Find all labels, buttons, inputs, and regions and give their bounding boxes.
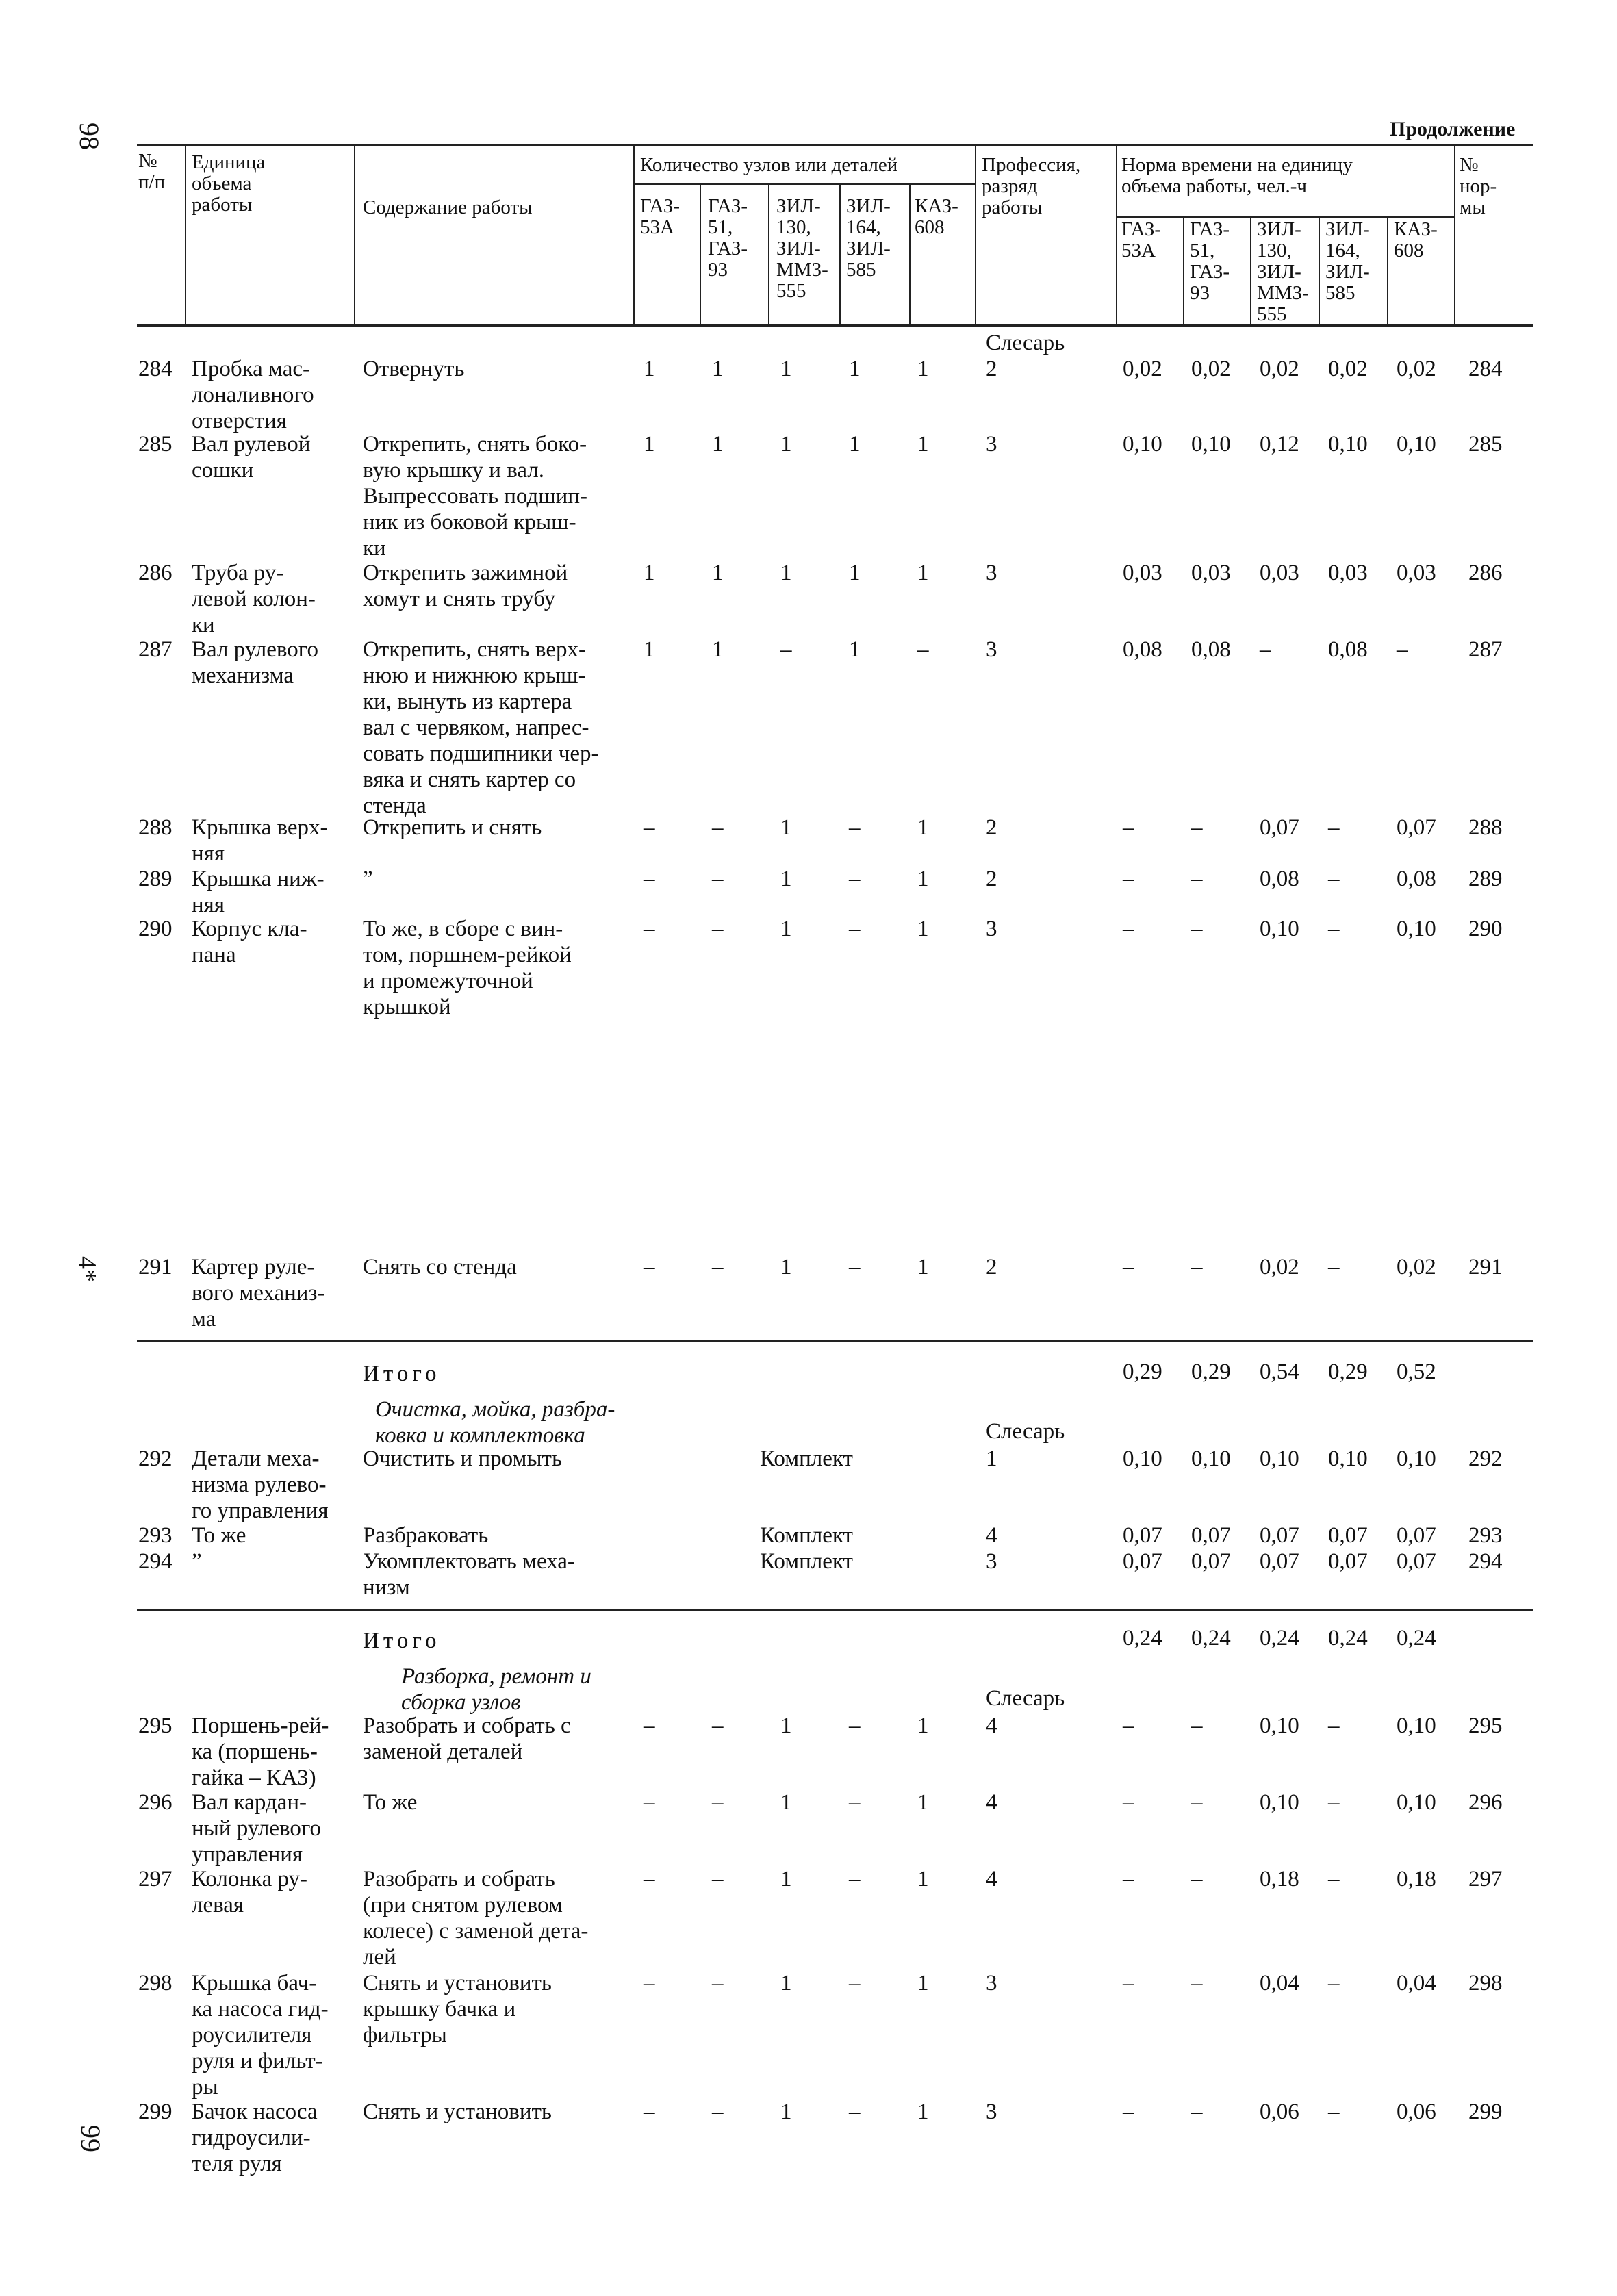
norm-number: 293: [1468, 1523, 1503, 1548]
row-number: 291: [138, 1255, 173, 1279]
qty-cell: 1: [780, 1255, 792, 1279]
norm-cell: 0,07: [1123, 1523, 1162, 1548]
norm-cell: 0,10: [1328, 432, 1368, 457]
header-divider: [1319, 218, 1320, 326]
header-sub-rule: [633, 183, 976, 185]
header-qty-group: Количество узлов или деталей: [640, 154, 898, 176]
row-work: ”: [363, 867, 373, 891]
total-norm: 0,29: [1328, 1360, 1368, 1384]
qty-cell: –: [712, 1713, 724, 1738]
header-norm-col: ЗИЛ- 164, ЗИЛ- 585: [1325, 218, 1370, 304]
qty-cell: 1: [644, 357, 655, 381]
row-unit: Вал кардан- ный рулевого управления: [192, 1790, 322, 1867]
row-work: Снять и установить: [363, 2100, 552, 2124]
row-number: 294: [138, 1549, 173, 1574]
norm-cell: 0,18: [1397, 1867, 1436, 1891]
row-unit: То же: [192, 1523, 246, 1548]
norm-cell: –: [1328, 1255, 1340, 1279]
norm-cell: –: [1260, 637, 1271, 662]
norm-cell: 0,07: [1191, 1549, 1231, 1574]
row-number: 286: [138, 561, 173, 585]
norm-cell: 0,10: [1397, 1446, 1436, 1471]
norm-cell: 0,03: [1191, 561, 1231, 585]
norm-cell: –: [1328, 867, 1340, 891]
header-divider: [975, 144, 976, 326]
row-number: 285: [138, 432, 173, 457]
norm-cell: 0,02: [1397, 1255, 1436, 1279]
row-unit: Бачок насоса гидроусили- теля руля: [192, 2100, 318, 2176]
norm-cell: 0,02: [1260, 357, 1299, 381]
qty-cell: Комплект: [760, 1446, 853, 1471]
norm-cell: 0,10: [1260, 1790, 1299, 1815]
qty-cell: 1: [780, 357, 792, 381]
row-unit: Колонка ру- левая: [192, 1867, 308, 1917]
norm-cell: 0,10: [1397, 1713, 1436, 1738]
total-norm: 0,24: [1260, 1626, 1299, 1650]
row-work: Открепить, снять боко- вую крышку и вал. Выпрессовать подшип- ник из боковой крыш- ки: [363, 432, 587, 561]
norm-cell: –: [1328, 917, 1340, 941]
header-divider: [839, 185, 841, 326]
qty-cell: –: [917, 637, 929, 662]
qty-cell: 1: [849, 357, 861, 381]
total-label: Итого: [363, 1629, 441, 1653]
row-number: 290: [138, 917, 173, 941]
qty-cell: 1: [917, 1713, 929, 1738]
row-work: Открепить зажимной хомут и снять трубу: [363, 561, 568, 611]
qty-cell: 1: [917, 357, 929, 381]
profession-grade: 4: [986, 1713, 997, 1738]
profession-grade: 4: [986, 1867, 997, 1891]
row-number: 297: [138, 1867, 173, 1891]
norm-number: 291: [1468, 1255, 1503, 1279]
norm-cell: 0,06: [1397, 2100, 1436, 2124]
qty-cell: –: [644, 1713, 655, 1738]
norm-cell: –: [1123, 815, 1134, 840]
profession-grade: 4: [986, 1523, 997, 1548]
right-page-number: 99: [75, 2125, 106, 2152]
norm-cell: 0,02: [1397, 357, 1436, 381]
norm-cell: –: [1328, 815, 1340, 840]
row-unit: Поршень-рей- ка (поршень- гайка – КАЗ): [192, 1713, 329, 1790]
norm-number: 290: [1468, 917, 1503, 941]
row-work: Снять и установить крышку бачка и фильтры: [363, 1971, 552, 2048]
norm-cell: 0,07: [1328, 1523, 1368, 1548]
norm-cell: 0,03: [1260, 561, 1299, 585]
qty-cell: –: [849, 867, 861, 891]
row-number: 284: [138, 357, 173, 381]
qty-cell: 1: [780, 1867, 792, 1891]
qty-cell: –: [644, 917, 655, 941]
header-qty-col: ГАЗ- 51, ГАЗ- 93: [708, 195, 748, 281]
norm-cell: –: [1191, 867, 1203, 891]
qty-cell: –: [849, 815, 861, 840]
norm-cell: 0,07: [1397, 1549, 1436, 1574]
norm-cell: –: [1328, 2100, 1340, 2124]
qty-cell: 1: [780, 867, 792, 891]
qty-cell: –: [712, 1790, 724, 1815]
qty-cell: 1: [917, 815, 929, 840]
profession-grade: 3: [986, 637, 997, 662]
header-norm-col: КАЗ- 608: [1394, 218, 1438, 262]
norm-number: 286: [1468, 561, 1503, 585]
header-divider: [185, 144, 186, 326]
norm-cell: 0,07: [1260, 1549, 1299, 1574]
qty-cell: 1: [917, 1971, 929, 1995]
qty-cell: –: [644, 1255, 655, 1279]
qty-cell: –: [644, 1867, 655, 1891]
qty-cell: 1: [712, 432, 724, 457]
norm-cell: –: [1191, 1971, 1203, 1995]
header-qty-col: ЗИЛ- 130, ЗИЛ- ММЗ- 555: [776, 195, 828, 302]
qty-cell: 1: [917, 917, 929, 941]
norm-number: 284: [1468, 357, 1503, 381]
norm-cell: –: [1328, 1790, 1340, 1815]
norm-cell: 0,02: [1191, 357, 1231, 381]
header-divider: [768, 185, 769, 326]
row-work: Разобрать и собрать с заменой деталей: [363, 1713, 571, 1764]
header-qty-col: ЗИЛ- 164, ЗИЛ- 585: [846, 195, 891, 281]
norm-cell: –: [1397, 637, 1408, 662]
profession-grade: 3: [986, 1549, 997, 1574]
norm-cell: 0,10: [1260, 1446, 1299, 1471]
row-number: 299: [138, 2100, 173, 2124]
row-unit: Пробка мас- лоналивного отверстия: [192, 357, 314, 433]
qty-cell: –: [712, 917, 724, 941]
qty-cell: –: [849, 1867, 861, 1891]
section-rule: [137, 1340, 1533, 1342]
header-norm-col: ГАЗ- 53А: [1121, 218, 1162, 262]
norm-cell: –: [1328, 1971, 1340, 1995]
row-unit: Детали меха- низма рулево- го управления: [192, 1446, 329, 1523]
norm-cell: –: [1328, 1867, 1340, 1891]
profession-grade: 3: [986, 917, 997, 941]
norm-cell: 0,10: [1397, 1790, 1436, 1815]
qty-cell: 1: [780, 561, 792, 585]
header-norm-no: № нор- мы: [1460, 154, 1497, 218]
header-norm-group: Норма времени на единицу объема работы, чел.-ч: [1121, 154, 1353, 197]
qty-cell: 1: [780, 917, 792, 941]
profession-grade: 3: [986, 432, 997, 457]
row-number: 292: [138, 1446, 173, 1471]
qty-cell: 1: [917, 1255, 929, 1279]
header-divider: [700, 185, 701, 326]
qty-cell: 1: [780, 815, 792, 840]
row-unit: Вал рулевой сошки: [192, 432, 311, 483]
header-num: № п/п: [138, 150, 166, 193]
norm-cell: 0,07: [1260, 815, 1299, 840]
norm-cell: –: [1123, 1971, 1134, 1995]
row-unit: Крышка верх- няя: [192, 815, 328, 866]
norm-cell: 0,10: [1328, 1446, 1368, 1471]
qty-cell: –: [644, 2100, 655, 2124]
row-unit: Крышка ниж- няя: [192, 867, 324, 917]
norm-cell: 0,10: [1397, 432, 1436, 457]
norm-cell: –: [1123, 1713, 1134, 1738]
norm-cell: 0,07: [1397, 815, 1436, 840]
row-unit: Крышка бач- ка насоса гид- роусилителя руля и фильт- ры: [192, 1971, 329, 2100]
profession-grade: 3: [986, 2100, 997, 2124]
norm-cell: 0,10: [1191, 1446, 1231, 1471]
qty-cell: –: [712, 1971, 724, 1995]
norm-cell: –: [1123, 2100, 1134, 2124]
header-unit: Единица объема работы: [192, 151, 266, 216]
norm-cell: –: [1191, 2100, 1203, 2124]
left-page-number: 98: [74, 123, 105, 150]
qty-cell: 1: [712, 357, 724, 381]
norm-cell: 0,03: [1123, 561, 1162, 585]
qty-cell: 1: [644, 432, 655, 457]
row-number: 293: [138, 1523, 173, 1548]
qty-cell: –: [644, 1971, 655, 1995]
norm-number: 298: [1468, 1971, 1503, 1995]
profession-title: Слесарь: [986, 1686, 1065, 1711]
norm-cell: 0,08: [1397, 867, 1436, 891]
row-work: Разбраковать: [363, 1523, 489, 1548]
header-divider: [1454, 144, 1455, 326]
norm-number: 288: [1468, 815, 1503, 840]
row-unit: Корпус кла- пана: [192, 917, 307, 967]
row-work: Очистить и промыть: [363, 1446, 563, 1471]
header-divider: [633, 144, 635, 326]
qty-cell: –: [712, 815, 724, 840]
norm-cell: 0,02: [1123, 357, 1162, 381]
total-label: Итого: [363, 1362, 441, 1386]
norm-number: 292: [1468, 1446, 1503, 1471]
profession-title: Слесарь: [986, 331, 1065, 355]
qty-cell: 1: [644, 561, 655, 585]
qty-cell: 1: [917, 2100, 929, 2124]
qty-cell: 1: [644, 637, 655, 662]
qty-cell: 1: [849, 561, 861, 585]
row-work: Отвернуть: [363, 357, 465, 381]
qty-cell: –: [712, 1867, 724, 1891]
row-work: Снять со стенда: [363, 1255, 517, 1279]
header-top-rule: [137, 144, 1533, 146]
norm-cell: 0,08: [1260, 867, 1299, 891]
norm-cell: 0,07: [1123, 1549, 1162, 1574]
qty-cell: –: [644, 1790, 655, 1815]
qty-cell: 1: [780, 432, 792, 457]
row-work: То же: [363, 1790, 418, 1815]
header-divider: [909, 185, 911, 326]
norm-cell: 0,03: [1328, 561, 1368, 585]
qty-cell: –: [849, 1255, 861, 1279]
norm-cell: 0,08: [1123, 637, 1162, 662]
row-work: Открепить, снять верх- нюю и нижнюю крыш- ки, вынуть из картера вал с червяком, напрес- совать подшипники чер- вяка и снять картер со стенда: [363, 637, 599, 818]
row-unit: Труба ру- левой колон- ки: [192, 561, 316, 637]
norm-number: 296: [1468, 1790, 1503, 1815]
norm-cell: –: [1123, 1867, 1134, 1891]
norm-cell: –: [1123, 917, 1134, 941]
row-unit: Картер руле- вого механиз- ма: [192, 1255, 325, 1331]
norm-cell: 0,07: [1328, 1549, 1368, 1574]
header-norm-col: ЗИЛ- 130, ЗИЛ- ММЗ- 555: [1257, 218, 1309, 325]
norm-cell: 0,07: [1191, 1523, 1231, 1548]
norm-cell: –: [1123, 1255, 1134, 1279]
row-work: Открепить и снять: [363, 815, 542, 840]
qty-cell: 1: [780, 1971, 792, 1995]
qty-cell: –: [849, 1971, 861, 1995]
continuation-label: Продолжение: [1390, 118, 1516, 140]
qty-cell: 1: [780, 1790, 792, 1815]
norm-number: 285: [1468, 432, 1503, 457]
norm-number: 294: [1468, 1549, 1503, 1574]
qty-cell: 1: [917, 867, 929, 891]
row-number: 298: [138, 1971, 173, 1995]
norm-cell: –: [1191, 917, 1203, 941]
norm-number: 299: [1468, 2100, 1503, 2124]
row-unit: ”: [192, 1549, 202, 1574]
total-norm: 0,24: [1328, 1626, 1368, 1650]
row-number: 295: [138, 1713, 173, 1738]
norm-cell: 0,04: [1260, 1971, 1299, 1995]
header-qty-col: ГАЗ- 53А: [640, 195, 680, 238]
header-divider: [1183, 218, 1184, 326]
norm-cell: 0,10: [1260, 917, 1299, 941]
header-divider: [354, 144, 355, 326]
norm-cell: 0,04: [1397, 1971, 1436, 1995]
qty-cell: 1: [917, 1790, 929, 1815]
norm-cell: –: [1191, 1867, 1203, 1891]
total-norm: 0,29: [1191, 1360, 1231, 1384]
header-qty-col: КАЗ- 608: [915, 195, 958, 238]
norm-cell: 0,02: [1328, 357, 1368, 381]
qty-cell: –: [712, 1255, 724, 1279]
qty-cell: –: [849, 1713, 861, 1738]
norm-cell: 0,18: [1260, 1867, 1299, 1891]
qty-cell: Комплект: [760, 1549, 853, 1574]
qty-cell: 1: [712, 561, 724, 585]
norm-cell: 0,03: [1397, 561, 1436, 585]
qty-cell: –: [780, 637, 792, 662]
row-work: То же, в сборе с вин- том, поршнем-рейкой и промежуточной крышкой: [363, 917, 572, 1019]
total-norm: 0,24: [1123, 1626, 1162, 1650]
header-bottom-rule: [137, 324, 1533, 327]
norm-cell: –: [1328, 1713, 1340, 1738]
total-norm: 0,24: [1191, 1626, 1231, 1650]
total-norm: 0,29: [1123, 1360, 1162, 1384]
norm-cell: –: [1123, 1790, 1134, 1815]
profession-grade: 2: [986, 1255, 997, 1279]
header-norm-col: ГАЗ- 51, ГАЗ- 93: [1190, 218, 1230, 304]
qty-cell: 1: [780, 2100, 792, 2124]
norm-number: 297: [1468, 1867, 1503, 1891]
qty-cell: 1: [849, 432, 861, 457]
norm-cell: 0,10: [1123, 1446, 1162, 1471]
qty-cell: 1: [712, 637, 724, 662]
qty-cell: 1: [849, 637, 861, 662]
norm-cell: –: [1123, 867, 1134, 891]
profession-grade: 4: [986, 1790, 997, 1815]
qty-cell: 1: [917, 561, 929, 585]
header-sub-rule: [1116, 216, 1455, 218]
profession-grade: 2: [986, 867, 997, 891]
norm-cell: –: [1191, 815, 1203, 840]
qty-cell: –: [712, 2100, 724, 2124]
row-number: 296: [138, 1790, 173, 1815]
header-divider: [1116, 144, 1117, 326]
profession-grade: 3: [986, 561, 997, 585]
section-title: Разборка, ремонт и сборка узлов: [401, 1664, 591, 1715]
norm-number: 289: [1468, 867, 1503, 891]
qty-cell: 1: [917, 1867, 929, 1891]
header-content: Содержание работы: [363, 196, 533, 218]
profession-grade: 2: [986, 815, 997, 840]
qty-cell: –: [712, 867, 724, 891]
header-divider: [1387, 218, 1388, 326]
total-norm: 0,24: [1397, 1626, 1436, 1650]
row-unit: Вал рулевого механизма: [192, 637, 318, 688]
total-norm: 0,54: [1260, 1360, 1299, 1384]
row-work: Разобрать и собрать (при снятом рулевом колесе) с заменой дета- лей: [363, 1867, 589, 1969]
total-norm: 0,52: [1397, 1360, 1436, 1384]
norm-cell: –: [1191, 1790, 1203, 1815]
norm-cell: 0,10: [1397, 917, 1436, 941]
qty-cell: –: [644, 815, 655, 840]
norm-cell: 0,12: [1260, 432, 1299, 457]
norm-number: 287: [1468, 637, 1503, 662]
header-divider: [1250, 218, 1251, 326]
norm-cell: 0,02: [1260, 1255, 1299, 1279]
qty-cell: Комплект: [760, 1523, 853, 1548]
norm-cell: –: [1191, 1255, 1203, 1279]
signature-mark: 4*: [73, 1256, 101, 1282]
qty-cell: –: [849, 2100, 861, 2124]
norm-cell: –: [1191, 1713, 1203, 1738]
profession-grade: 2: [986, 357, 997, 381]
norm-cell: 0,08: [1191, 637, 1231, 662]
qty-cell: 1: [780, 1713, 792, 1738]
row-work: Укомплектовать меха- низм: [363, 1549, 575, 1600]
row-number: 289: [138, 867, 173, 891]
norm-number: 295: [1468, 1713, 1503, 1738]
norm-cell: 0,07: [1397, 1523, 1436, 1548]
profession-grade: 3: [986, 1971, 997, 1995]
qty-cell: 1: [917, 432, 929, 457]
row-number: 288: [138, 815, 173, 840]
qty-cell: –: [849, 917, 861, 941]
section-rule: [137, 1609, 1533, 1611]
norm-cell: 0,06: [1260, 2100, 1299, 2124]
qty-cell: –: [644, 867, 655, 891]
profession-title: Слесарь: [986, 1419, 1065, 1444]
section-title: Очистка, мойка, разбра- ковка и комплектовка: [375, 1397, 615, 1448]
profession-grade: 1: [986, 1446, 997, 1471]
norm-cell: 0,10: [1123, 432, 1162, 457]
norm-cell: 0,10: [1260, 1713, 1299, 1738]
norm-cell: 0,07: [1260, 1523, 1299, 1548]
qty-cell: –: [849, 1790, 861, 1815]
norm-cell: 0,08: [1328, 637, 1368, 662]
header-profession: Профессия, разряд работы: [982, 154, 1081, 218]
norm-cell: 0,10: [1191, 432, 1231, 457]
row-number: 287: [138, 637, 173, 662]
